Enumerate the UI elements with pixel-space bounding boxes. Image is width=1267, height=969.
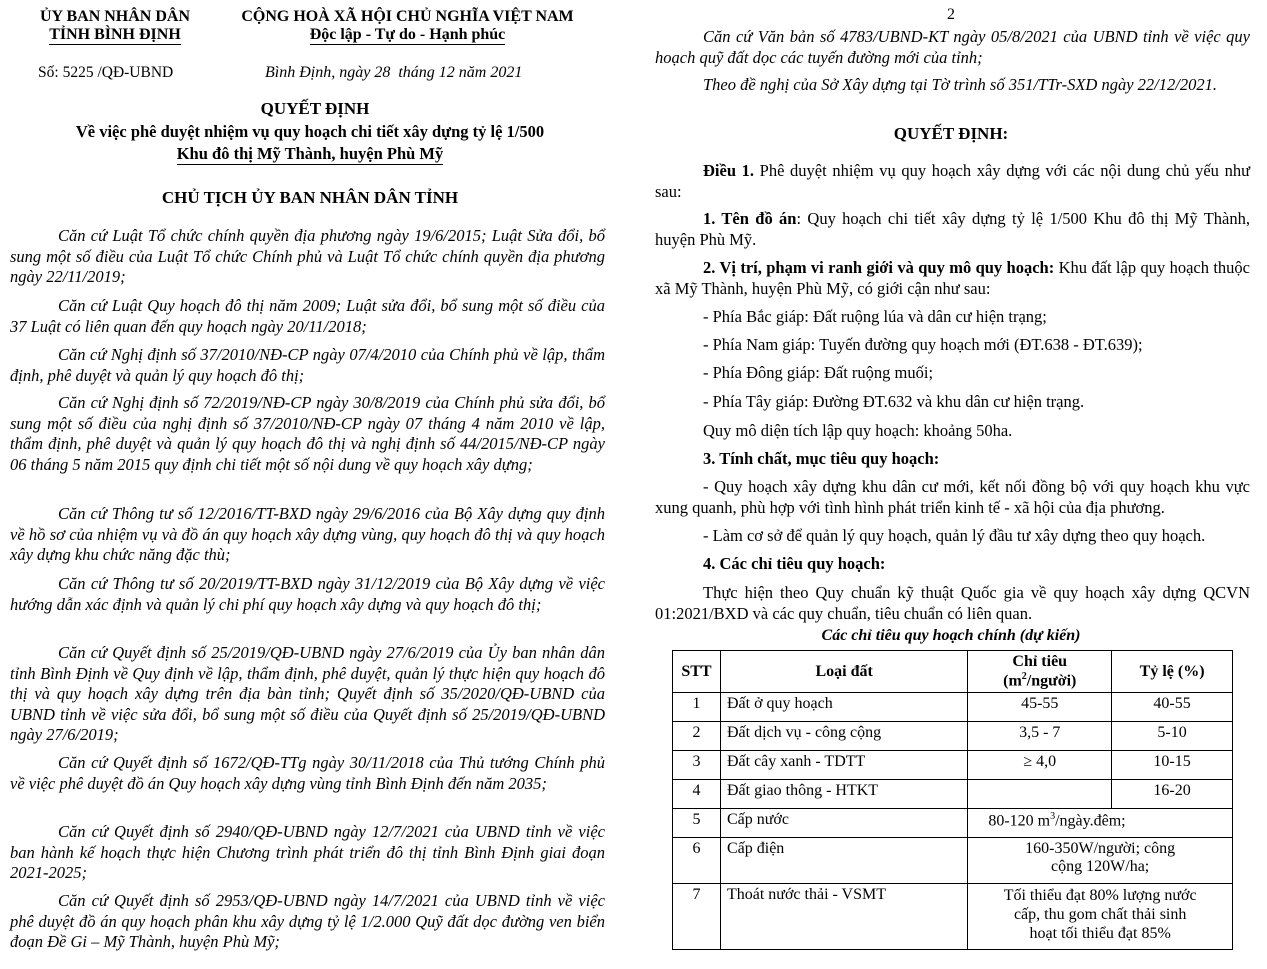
place-date: Bình Định, ngày 28 tháng 12 năm 2021 <box>265 64 523 81</box>
org-line-1: ỦY BAN NHÂN DÂN <box>39 8 191 25</box>
page-2 <box>645 0 1257 969</box>
header-indicator: Chỉ tiêu $(m^2/người)$ <box>968 651 1112 693</box>
subject-line-2: Khu đô thị Mỹ Thành, huyện Phù Mỹ <box>176 144 444 163</box>
page-1 <box>0 0 630 969</box>
table-row <box>673 693 1233 722</box>
table-row <box>673 751 1233 780</box>
cell-drainage: Tối thiểu đạt 80% lượng nước cấp, thu gom chất thải sinh hoạt tối thiểu đạt 85% <box>968 884 1233 950</box>
cell-land-type: Đất giao thông - HTKT <box>720 780 967 809</box>
article-1: Điều 1. Phê duyệt nhiệm vụ quy hoạch xây dựng với các nội dung chủ yếu như sau: <box>655 161 1251 201</box>
document-title: QUYẾT ĐỊNH <box>260 99 370 118</box>
table-header-row <box>673 651 1233 693</box>
table-row <box>673 722 1233 751</box>
cell-ratio: 16-20 <box>1112 780 1233 809</box>
table-row <box>673 884 1233 950</box>
item-2: 2. Vị trí, phạm vi ranh giới và quy mô quy hoạch: Khu đất lập quy hoạch thuộc xã Mỹ Thành, huyện Phù Mỹ, có giới cận như sau: <box>655 258 1250 298</box>
legal-basis: Căn cứ Quyết định số 2940/QĐ-UBND ngày 12/7/2021 của UBND tỉnh về việc ban hành kế hoạch thực hiện Chương trình phát triển đô thị tỉnh Bình Định giai đoạn 2021-2025; <box>10 822 605 882</box>
cell-ratio: 40-55 <box>1112 693 1233 722</box>
cell-stt: 6 <box>673 838 721 884</box>
document-number: Số: 5225 /QĐ-UBND <box>38 64 174 81</box>
legal-basis: Căn cứ Quyết định số 1672/QĐ-TTg ngày 30/11/2018 của Thủ tướng Chính phủ về việc phê duyệt đồ án Quy hoạch xây dựng vùng tỉnh Bình Định đến năm 2035; <box>10 753 605 793</box>
org-line-2: TỈNH BÌNH ĐỊNH <box>49 26 181 43</box>
boundary-east: - Phía Đông giáp: Đất ruộng muối; <box>703 363 934 382</box>
legal-basis: Căn cứ Thông tư số 12/2016/TT-BXD ngày 29/6/2016 của Bộ Xây dựng quy định về hồ sơ của nhiệm vụ và đồ án quy hoạch xây dựng vùng, quy hoạch đô thị và quy hoạch xây dựng khu chức năng đặc thù; <box>10 504 605 564</box>
cell-stt: 1 <box>673 693 721 722</box>
cell-land-type: Đất ở quy hoạch <box>720 693 967 722</box>
cell-land-type: Cấp điện <box>720 838 967 884</box>
cell-land-type: Đất cây xanh - TDTT <box>720 751 967 780</box>
legal-basis: Căn cứ Nghị định số 72/2019/NĐ-CP ngày 30/8/2019 của Chính phủ sửa đổi, bổ sung một số điều của nghị định số 37/2010/NĐ-CP ngày 07 tháng 4 năm 2010 về lập, thẩm định, phê duyệt và quản lý quy hoạch đô thị và nghị định số 44/2015/NĐ-CP ngày 06 tháng 5 năm 2015 quy định chi tiết một số nội dung về quy hoạch xây dựng; <box>10 393 605 474</box>
objective-point: - Quy hoạch xây dựng khu dân cư mới, kết nối đồng bộ với quy hoạch khu vực xung quanh, phù hợp với tình hình phát triển kinh tế - xã hội của địa phương. <box>655 477 1250 517</box>
cell-stt: 7 <box>673 884 721 950</box>
legal-basis: Căn cứ Luật Quy hoạch đô thị năm 2009; Luật sửa đổi, bổ sung một số điều của 37 Luật có liên quan đến quy hoạch ngày 20/11/2018; <box>10 296 605 336</box>
item-1: 1. Tên đồ án: Quy hoạch chi tiết xây dựng tỷ lệ 1/500 Khu đô thị Mỹ Thành, huyện Phù Mỹ. <box>655 209 1250 249</box>
national-header <box>215 8 600 45</box>
item-4-heading: 4. Các chỉ tiêu quy hoạch: <box>703 554 886 573</box>
cell-power-supply: 160-350W/người; công cộng 120W/ha; <box>968 838 1233 884</box>
nation-line-1: CỘNG HOÀ XÃ HỘI CHỦ NGHĨA VIỆT NAM <box>241 8 574 25</box>
cell-land-type: Cấp nước <box>720 809 967 838</box>
authority-heading: CHỦ TỊCH ỦY BAN NHÂN DÂN TỈNH <box>161 188 459 207</box>
cell-ratio: 10-15 <box>1112 751 1233 780</box>
table-row <box>673 780 1233 809</box>
subject-line-1: Về việc phê duyệt nhiệm vụ quy hoạch chi tiết xây dựng tỷ lệ 1/500 <box>75 122 545 141</box>
item-4-text: Thực hiện theo Quy chuẩn kỹ thuật Quốc gia về quy hoạch xây dựng QCVN 01:2021/BXD và các quy chuẩn, tiêu chuẩn có liên quan. <box>655 583 1250 623</box>
legal-basis: Căn cứ Nghị định số 37/2010/NĐ-CP ngày 07/4/2010 của Chính phủ về lập, thẩm định, phê duyệt và quản lý quy hoạch đô thị; <box>10 345 605 385</box>
header-land-type: Loại đất <box>720 651 967 693</box>
cell-stt: 4 <box>673 780 721 809</box>
cell-indicator <box>968 780 1112 809</box>
cell-water-supply: 80-120 $m^3/ngày.đêm$; <box>968 809 1233 838</box>
planning-indicators-table <box>672 650 1233 950</box>
cell-land-type: Đất dịch vụ - công cộng <box>720 722 967 751</box>
nation-motto: Độc lập - Tự do - Hạnh phúc <box>309 26 506 43</box>
cell-stt: 2 <box>673 722 721 751</box>
issuing-authority <box>30 8 200 45</box>
table-caption: Các chỉ tiêu quy hoạch chính (dự kiến) <box>821 627 1081 644</box>
cell-stt: 3 <box>673 751 721 780</box>
planning-scale: Quy mô diện tích lập quy hoạch: khoảng 50ha. <box>703 421 1013 440</box>
page-number: 2 <box>947 6 955 23</box>
header-stt: STT <box>673 651 721 693</box>
table-row <box>673 809 1233 838</box>
item-3-heading: 3. Tính chất, mục tiêu quy hoạch: <box>703 449 940 468</box>
legal-basis: Căn cứ Quyết định số 2953/QĐ-UBND ngày 14/7/2021 của UBND tỉnh về việc phê duyệt đồ án quy hoạch phân khu xây dựng tỷ lệ 1/2.000 Quỹ đất dọc đường ven biển đoạn Đề Gi – Mỹ Thành, huyện Phù Mỹ; <box>10 891 605 951</box>
subject-line-2-wrap <box>0 144 620 164</box>
boundary-west: - Phía Tây giáp: Đường ĐT.632 và khu dân cư hiện trạng. <box>703 392 1085 411</box>
boundary-north: - Phía Bắc giáp: Đất ruộng lúa và dân cư hiện trạng; <box>703 307 1047 326</box>
table-row <box>673 838 1233 884</box>
cell-indicator: 3,5 - 7 <box>968 722 1112 751</box>
legal-basis: Căn cứ Quyết định số 25/2019/QĐ-UBND ngày 27/6/2019 của Ủy ban nhân dân tỉnh Bình Định về Quy định về lập, thẩm định, phê duyệt, quản lý thực hiện quy hoạch đô thị và quy hoạch xây dựng trên địa bàn tỉnh; Quyết định số 35/2020/QĐ-UBND của UBND tỉnh về việc sửa đổi, bổ sung một số điều của Quyết định số 25/2019/QĐ-UBND ngày 27/6/2019; <box>10 643 605 744</box>
decision-heading: QUYẾT ĐỊNH: <box>893 124 1009 143</box>
cell-indicator: ≥ 4,0 <box>968 751 1112 780</box>
cell-stt: 5 <box>673 809 721 838</box>
legal-basis: Căn cứ Thông tư số 20/2019/TT-BXD ngày 31/12/2019 của Bộ Xây dựng về việc hướng dẫn xác định và quản lý chi phí quy hoạch xây dựng và quy hoạch đô thị; <box>10 574 605 614</box>
cell-land-type: Thoát nước thải - VSMT <box>720 884 967 950</box>
cell-indicator: 45-55 <box>968 693 1112 722</box>
header-ratio: Tỷ lệ (%) <box>1112 651 1233 693</box>
objective-point: - Làm cơ sở để quản lý quy hoạch, quản lý đầu tư xây dựng theo quy hoạch. <box>703 526 1206 545</box>
boundary-south: - Phía Nam giáp: Tuyến đường quy hoạch mới (ĐT.638 - ĐT.639); <box>703 335 1143 354</box>
legal-basis: Căn cứ Văn bản số 4783/UBND-KT ngày 05/8/2021 của UBND tỉnh về việc quy hoạch quỹ đất dọc các tuyến đường mới của tỉnh; <box>655 27 1250 67</box>
legal-basis: Theo đề nghị của Sở Xây dựng tại Tờ trình số 351/TTr-SXD ngày 22/12/2021. <box>703 75 1217 94</box>
legal-basis: Căn cứ Luật Tổ chức chính quyền địa phương ngày 19/6/2015; Luật Sửa đổi, bổ sung một số điều của Luật Tổ chức Chính phủ và Luật Tổ chức chính quyền địa phương ngày 22/11/2019; <box>10 226 605 286</box>
cell-ratio: 5-10 <box>1112 722 1233 751</box>
